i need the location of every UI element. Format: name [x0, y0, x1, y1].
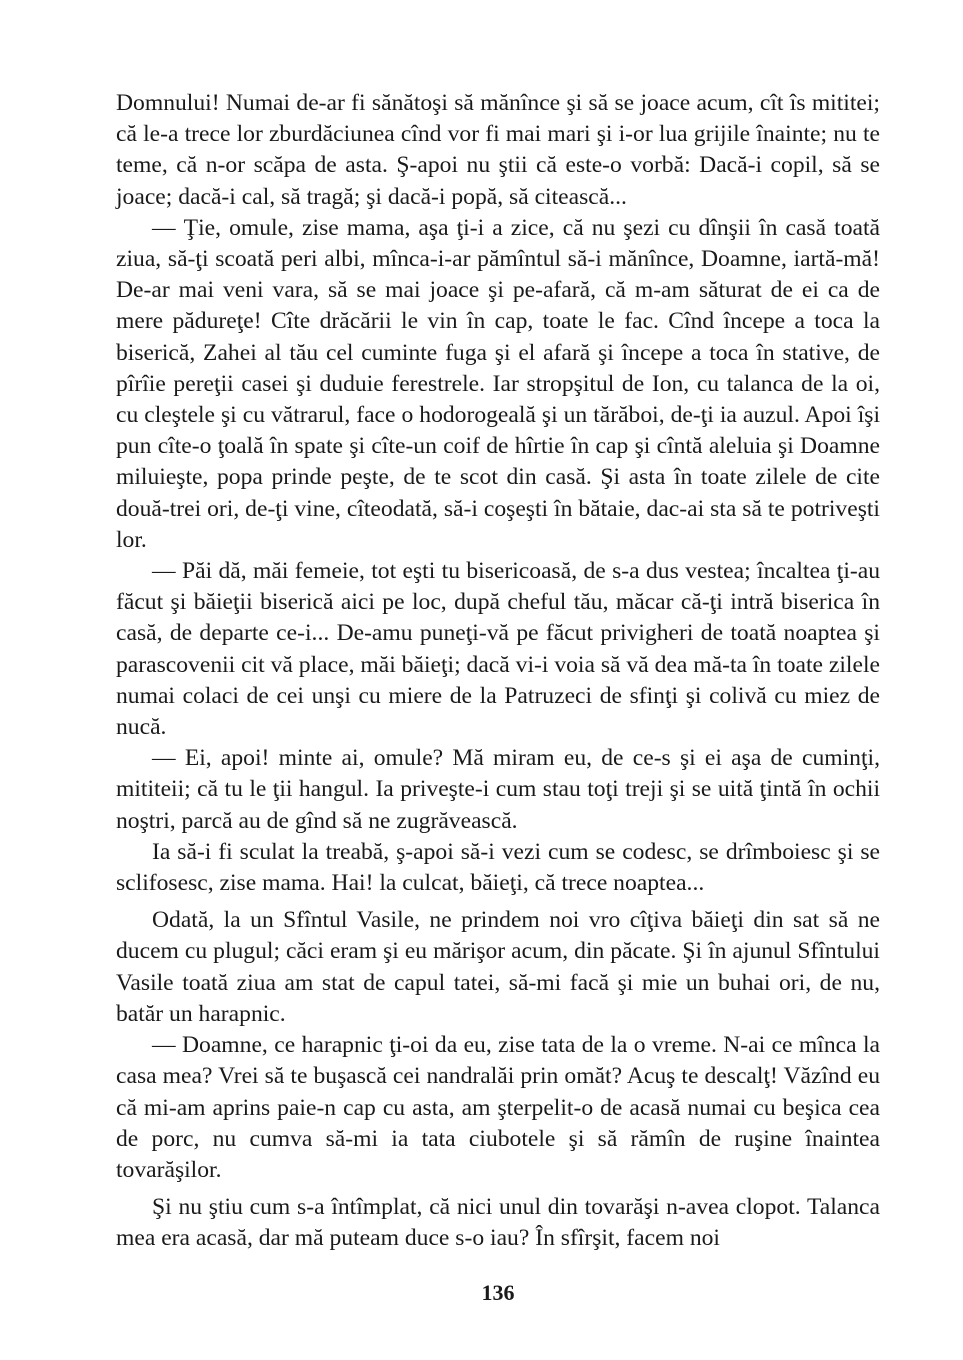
page-body-text — [116, 88, 880, 1255]
paragraph: Ia să-i fi sculat la treabă, ş-apoi să-i vezi cum se codesc, se drîmboiesc şi se sclifosesc, zise mama. Hai! la culcat, băieţi, că trece noaptea... — [116, 838, 880, 897]
paragraph: — Păi dă, măi femeie, tot eşti tu bisericoasă, de s-a dus vestea; încaltea ţi-au făcut şi băieţii biserică aici pe loc, după cheful tău, măcar că-ţi intră biserica în casă, de departe ce-i... De-amu puneţi-vă pe făcut privigheri de toată noaptea şi parascovenii cit vă place, măi băieţi; dacă vi-i voia să vă dea mă-ta în toate zilele numai colaci de cei unşi cu miere de la Patruzeci de sfinţi şi colivă cu miez de nucă. — [116, 558, 880, 741]
paragraph: Şi nu ştiu cum s-a întîmplat, că nici unul din tovarăşi n-avea clopot. Talanca mea era acasă, dar mă puteam duce s-o iau? În sfîrşit, facem noi — [116, 1194, 880, 1252]
paragraph: — Ţie, omule, zise mama, aşa ţi-i a zice, că nu şezi cu dînşii în casă toată ziua, să-ţi scoată peri albi, mînca-i-ar pămîntul să-i mănînce, Doamne, iartă-mă! De-ar mai veni vara, să se mai joace şi pe-afară, că m-am săturat de ei ca de mere pădureţe! Cîte drăcării le vin în cap, toate le fac. Cînd începe a toca la biserică, Zahei al tău cel cuminte fuga şi el afară şi începe a toca în stative, de pîrîie pereţii casei şi duduie ferestrele. Iar stropşitul de Ion, cu talanca de la oi, cu cleştele şi cu vătrarul, face o hodorogeală şi un tărăboi, de-ţi ia auzul. Apoi îşi pun cîte-o ţoală în spate şi cîte-un coif de hîrtie în cap şi cîntă aleluia şi Doamne miluieşte, popa prinde peşte, de te scot din casă. Şi asta în toate zilele de cite două-trei ori, de-ţi vine, cîteodată, să-i coşeşti în bătaie, dac-ai sta să te potriveşti lor. — [116, 214, 880, 553]
page-number: 136 — [481, 1280, 515, 1305]
paragraph: — Doamne, ce harapnic ţi-oi da eu, zise tata de la o vreme. N-ai ce mînca la casa mea? Vrei să te buşască cei nandralăi prin omăt? Acuş te descalţ! Văzînd eu că mi-am aprins paie-n cap cu asta, am şterpelit-o de acasă numai cu beşica cea de porc, nu cumva să-mi ia tata ciubotele şi să rămîn de ruşine înaintea tovarăşilor. — [116, 1032, 880, 1183]
paragraph: Domnului! Numai de-ar fi sănătoşi să mănînce şi să se joace acum, cît îs mititei; că le-a trece lor zburdăciunea cînd vor fi mai mari şi i-or lua grijile înainte; nu te teme, că n-or scăpa de asta. Ş-apoi nu ştii că este-o vorbă: Dacă-i copil, să se joace; dacă-i cal, să tragă; şi dacă-i popă, să citească... — [116, 90, 880, 210]
paragraph: Odată, la un Sfîntul Vasile, ne prindem noi vro cîţiva băieţi din sat să ne ducem cu plugul; căci eram şi eu mărişor acum, din păcate. Şi în ajunul Sfîntului Vasile toată ziua am stat de capul tatei, să-mi facă şi mie un buhai ori, de nu, batăr un harapnic. — [116, 907, 880, 1027]
paragraph: — Ei, apoi! minte ai, omule? Mă miram eu, de ce-s şi ei aşa de cuminţi, mititeii; că tu le ţii hangul. Ia priveşte-i cum stau toţi treji şi se uită ţintă în ochii noştri, parcă au de gînd să ne zugrăvească. — [116, 745, 880, 834]
